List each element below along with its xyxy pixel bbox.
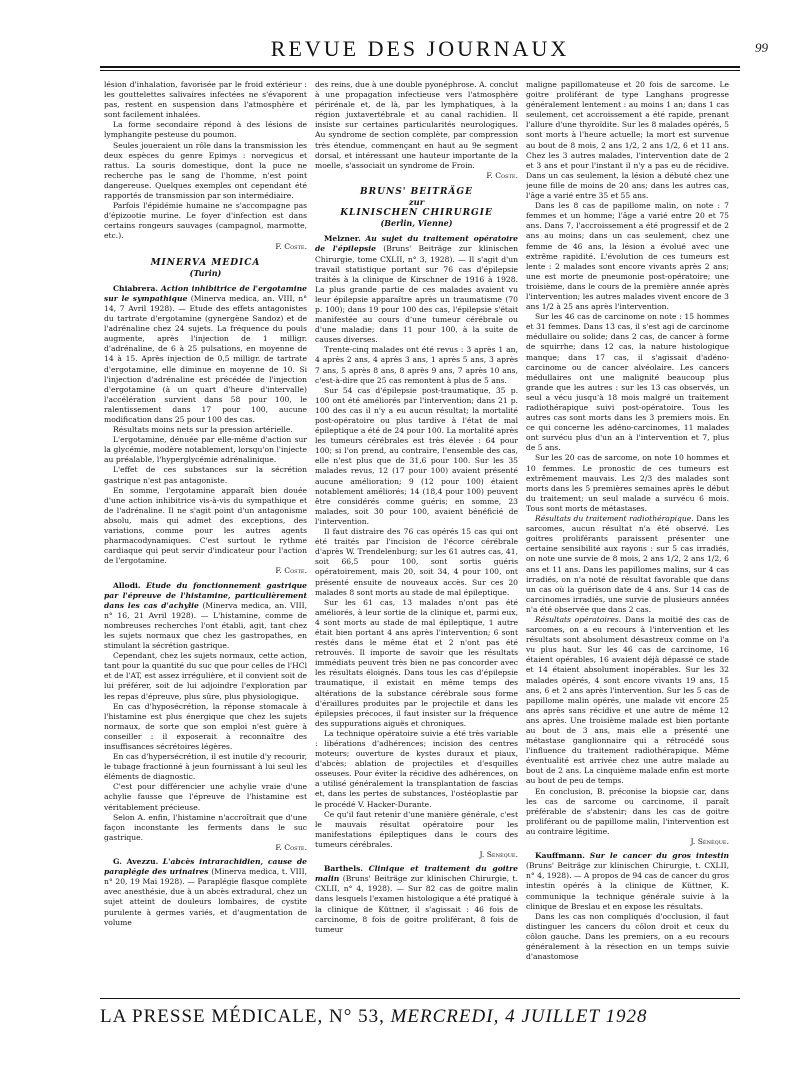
paragraph: Sur les 46 cas de carcinome on note : 15 hommes et 31 femmes. Dans 13 cas, il s'est agi de carcinome médullaire ou solide; dans 2 cas, de cancer à forme de squirrhe; dans 12 cas, la nature histologique manque; dans 17 cas, il s'agissait d'adéno-carcinome ou de cancer alvéolaire. Les cancers médullaires ont une malignité beaucoup plus grande que les autres : sur les 13 cas observés, un seul a vécu jusqu'à 18 mois malgré un traitement radiothérapique suivi post-opératoire. Tous les autres cas sont morts dans les 3 premiers mois. En ce qui concerne les adéno-carcinomes, 11 malades ont survécu plus d'un an à l'intervention et 7, plus de 5 ans. (526, 312, 729, 453)
section-city: (Berlin, Vienne) (380, 218, 453, 229)
paragraph: L'effet de ces substances sur la sécrétion gastrique n'est pas antagoniste. (104, 465, 307, 485)
article-author: Allodi. (113, 580, 141, 590)
column-1 (104, 80, 307, 992)
article-author: Melzner. (324, 234, 361, 244)
section-title-zur: zur (408, 197, 425, 208)
section-title: KLINISCHEN CHIRURGIE (340, 208, 493, 219)
column-3 (526, 80, 729, 992)
results-radiotherapy (526, 514, 729, 615)
article-body: (Minerva medica, an. VIII, n° 16, 21 Avril 1928). — L'histamine, comme de nombreuses recherches l'ont établi, agit, tant chez les sujets normaux que chez les gastropathes, en stimulant la sécrétion gastrique. (104, 600, 307, 651)
footer-journal: LA PRESSE MÉDICALE, N° 53, (100, 1006, 385, 1027)
paragraph: En conclusion, B. préconise la biopsie car, dans les cas de sarcome ou carcinome, il paraît préférable de s'abstenir; dans les cas de goitre proliférant ou de papillome malin, l'intervention est au contraire légitime. (526, 786, 729, 836)
article-title: Action inhibitrice de l'ergotamine sur le sympathique (104, 283, 307, 303)
article-title: Clinique et traitement du goitre malin (315, 864, 518, 884)
article-chiabrera (104, 284, 307, 425)
section-city: (Turin) (189, 267, 222, 278)
paragraph: Parfois l'épidémie humaine ne s'accompagne pas d'épizootie murine. Le foyer d'infection est dans certains rongeurs sauvages (campagnol, marmotte, etc.). (104, 201, 307, 241)
header-rule (100, 66, 740, 68)
paragraph: En somme, l'ergotamine apparaît bien douée d'une action inhibitrice vis-à-vis du sympathique et de l'adrénaline. Il ne s'agit point d'un antagonisme absolu, mais qui admet des exceptions, des variations, comme pour les autres agents pharmacodynamiques. C'est surtout le rythme cardiaque qui peut servir d'indicateur pour l'action de l'ergotamine. (104, 485, 307, 566)
section-title: MINERVA MEDICA (150, 257, 261, 268)
page-footer (100, 1006, 740, 1028)
results-operative (526, 615, 729, 787)
signature: J. Sénèque. (479, 850, 518, 860)
article-author: Barthels. (324, 864, 364, 874)
article-author: Chiabrera. (113, 283, 159, 293)
paragraph: Ce qu'il faut retenir d'une manière générale, c'est le mauvais résultat opératoire pour les manifestations épileptiques dans le cours des tumeurs cérébrales. (315, 809, 518, 849)
paragraph: Dans les cas non compliqués d'occlusion, il faut distinguer les cancers du côlon droit et ceux du côlon gauche. Dans les premiers, on a eu recours généralement à la résection en un temps suivie d'anastomose (526, 911, 729, 962)
header-rule-thin (100, 70, 740, 71)
article-body: (Bruns' Beiträge zur klinischen Chirurgie, t. CXLII, n° 4, 1928). — A propos de 94 cas de cancer du gros intestin opérés à la clinique de Küttner, K. communique la technique générale suivie à la clinique de Breslau et en expose les résultats. (526, 861, 729, 911)
paragraph-body: Dans la moitié des cas de sarcomes, on a eu recours à l'intervention et les résultats sont absolument désastreux comme on l'a vu plus haut. Sur les 46 cas de carcinome, 16 étaient opérables, 16 avaient déjà dépassé ce stade et 14 étaient absolument inopérables. Sur les 32 malades opérés, 4 sont encore vivants 19 ans, 15 ans, 6 et 2 ans après l'intervention. Sur les 5 cas de papillome malin opérés, une malade vit encore 25 ans après sans récidive et une autre de même 12 ans après. Une troisième malade est bien portante au bout de 3 ans, mais elle a présenté une métastase ganglionnaire qui a rétrocédé sous l'influence du traitement radiothérapique. Même éventualité est arrivée chez une autre malade au bout de 2 ans. La cinquième malade enfin est morte au bout de peu de temps. (526, 614, 729, 786)
footer-rule (100, 998, 740, 999)
subheading: Résultats du traitement radiothérapique. (535, 514, 694, 524)
page-header (100, 30, 768, 64)
signature: F. Coste. (275, 566, 307, 576)
article-melzner (315, 234, 518, 345)
paragraph: Cependant, chez les sujets normaux, cette action, tant pour la quantité du suc que pour celles de l'HCl et de l'AT, est assez irrégulière, et il convient soit de lui préférer, soit de lui adjoindre l'exploration par les repas d'épreuve, plus sûre, plus physiologique. (104, 651, 307, 701)
paragraph: En cas d'hyposécrétion, la réponse stomacale à l'histamine est plus énergique que chez les sujets normaux, de sorte que son emploi n'est guère à conseiller : il exposerait à reconnaître des insuffisances sécrétoires légères. (104, 701, 307, 751)
article-allodi (104, 581, 307, 652)
article-title: Sur le cancer du gros intestin (589, 851, 729, 861)
signature: J. Sénèque. (690, 837, 729, 847)
signature: F. Coste. (275, 842, 307, 852)
paragraph: C'est pour différencier une achylie vraie d'une achylie fausse que l'épreuve de l'histamine est véritablement précieuse. (104, 782, 307, 812)
paragraph: L'ergotamine, dénuée par elle-même d'action sur la glycémie, modère notablement, lorsqu'on l'injecte au préalable, l'hyperglycémie adrénalinique. (104, 435, 307, 465)
article-title: L'abcès intrarachidien, cause de paraplégie des urinaires (104, 857, 307, 877)
article-body: (Minerva medica, an. VIII, n° 14, 7 Avril 1928). — Etude des effets antagonistes du tartrate d'ergotamine (gynergène Sandoz) et de l'adrénaline chez 24 sujets. La fréquence du pouls augmente, après l'injection de 1 milligr. d'adrénaline, de 6 à 25 pulsations, en moyenne de 14 à 15. Après injection de 0,5 milligr. de tartrate d'ergotamine, elle diminue en moyenne de 10. Si l'injection d'adrénaline est précédée de l'injection d'ergotamine (à un quart d'heure d'intervalle) l'accélération survient dans 58 pour 100, le ralentissement dans 17 pour 100, aucune modification dans 25 pour 100 des cas. (104, 293, 307, 424)
paragraph: La technique opératoire suivie a été très variable : libérations d'adhérences; incision des centres moteurs; ouverture de kystes duraux et piaux, d'abcès; ablation de projectiles et d'esquilles osseuses. Pour éviter la récidive des adhérences, on a utilisé généralement la transplantation de fascias et, dans les pertes de substances, l'ostéoplastie par le procédé V. Hacker-Durante. (315, 728, 518, 809)
section-title: BRUNS' BEITRÄGE (360, 186, 473, 197)
signature: F. Coste. (275, 241, 307, 251)
column-2 (315, 80, 518, 992)
paragraph: Sur les 61 cas, 13 malades n'ont pas été améliorés, à leur sortie de la clinique et, parmi eux, 4 sont morts au stade de mal épileptique, 1 autre était bien portant 4 ans après l'intervention; 6 sont restés dans le même état et 2 n'ont pas été retrouvés. Il importe de savoir que les résultats immédiats peuvent très bien ne pas concorder avec les résultats éloignés. Dans tous les cas d'épilepsie traumatique, il existait en même temps des altérations de la substance cérébrale sous forme d'éraillures produites par le projectile et dans les épilepsies précoces, il faut insister sur la fréquence des suppurations aiguës et chroniques. (315, 597, 518, 728)
paragraph: lésion d'inhalation, favorisée par le froid extérieur : les gouttelettes salivaires infectées ne s'évaporent pas, restent en suspension dans l'atmosphère et sont facilement inhalées. (104, 80, 307, 120)
page-number: 99 (755, 40, 768, 55)
journal-section-title: REVUE DES JOURNAUX (270, 36, 570, 61)
paragraph: Sur 54 cas d'épilepsie post-traumatique, 35 p. 100 ont été améliorés par l'intervention; dans 21 p. 100 des cas il n'y a eu aucun résultat; la mortalité post-opératoire ou plus tardive à l'état de mal épileptique a été de 24 pour 100. La mortalité après les tumeurs cérébrales est très élevée : 64 pour 100; si l'on prend, au contraire, l'ensemble des cas, elle n'est plus que de 31,6 pour 100. Sur les 35 malades revus, 12 (17 pour 100) avaient présenté aucune amélioration; 9 (12 pour 100) étaient notablement améliorés; 14 (18,4 pour 100) peuvent être considérés comme guéris; en somme, 23 malades, soit 30 pour 100, avaient bénéficié de l'intervention. (315, 385, 518, 526)
article-body: (Bruns' Beiträge zur klinischen Chirurgie, tome CXLII, n° 3, 1928). — Il s'agit d'un travail statistique portant sur 76 cas d'épilepsie traités à la clinique de Kirschner de 1916 à 1928. La plus grande partie de ces malades avaient vu leur épilepsie apparaître après un traumatisme (70 p. 100); dans 19 pour 100 des cas, l'épilepsie s'était manifestée au cours d'une tumeur cérébrale ou d'une maladie; dans 11 pour 100, à la suite de causes diverses. (315, 244, 518, 345)
paragraph: Dans les 8 cas de papillome malin, on note : 7 femmes et un homme; l'âge a varié entre 20 et 75 ans. Dans 7, l'accroissement a été progressif et de 2 ans au moins; dans un cas seulement, chez une femme de 46 ans, la lésion a évolué avec une extrême rapidité. L'évolution de ces tumeurs est lente : 2 malades sont encore vivants après 2 ans; une est morte de pneumonie post-opératoire; une troisième, dans le cours de la première année après l'intervention; les autres malades vivent encore de 3 ans 1/2 à 25 ans après l'intervention. (526, 201, 729, 312)
footer-date: MERCREDI, 4 JUILLET 1928 (390, 1006, 648, 1027)
paragraph: Il faut distraire des 76 cas opérés 15 cas qui ont été traités par l'incision de l'écorce cérébrale d'après W. Trendelenburg; sur les 61 autres cas, 41, soit 66,5 pour 100, sont sortis guéris opératoirement, mais 20, soit 34, 4 pour 100, ont présenté ensuite de nouveaux accès. Sur ces 20 malades 8 sont morts au stade de mal épileptique. (315, 527, 518, 597)
article-kauffmann (526, 851, 729, 912)
article-avezzu (104, 857, 307, 928)
article-author: Kauffmann. (535, 851, 585, 861)
subheading: Résultats opératoires. (535, 614, 622, 624)
article-title: Etude du fonctionnement gastrique par l'épreuve de l'histamine, particulièrement dans les cas d'achylie (104, 580, 307, 610)
paragraph: La forme secondaire répond à des lésions de lymphangite pesteuse du poumon. (104, 120, 307, 140)
paragraph: En cas d'hypersécrétion, il est inutile d'y recourir, le tubage fractionné à jeun fournissant à lui seul les éléments de diagnostic. (104, 752, 307, 782)
article-author: G. Avezzu. (113, 857, 159, 867)
paragraph: maligne papillomateuse et 20 fois de sarcome. Le goitre proliférant de type Langhans progresse généralement lentement : au moins 1 an; dans 1 cas seulement, cet accroissement a été rapide, prenant l'allure d'une thyroïdite. Sur les 8 malades opérés, 5 sont morts à l'heure actuelle; la mort est survenue au bout de 8 mois, 2 ans 1/2, 2 ans 1/2, 6 et 11 ans. Chez les 3 autres malades, l'intervention date de 2 et 3 ans et pour l'instant il n'y a pas eu de récidive. Dans un cas seulement, la lésion a débuté chez une jeune fille de moins de 20 ans; dans les autres cas, l'âge a varié entre 35 et 55 ans. (526, 80, 729, 201)
article-body: (Bruns' Beiträge zur klinischen Chirurgie, t. CXLII, n° 4, 1928). — Sur 82 cas de goitre malin dans lesquels l'examen histologique a été pratiqué à la clinique de Küttner, il s'agissait : 46 fois de carcinome, 8 fois de goitre proliférant, 8 fois de tumeur (315, 874, 518, 934)
paragraph: Trente-cinq malades ont été revus : 3 après 1 an, 4 après 2 ans, 4 après 3 ans, 1 après 5 ans, 3 après 7 ans, 5 après 8 ans, 8 après 9 ans, 7 après 10 ans, c'est-à-dire que 25 cas remontent à plus de 5 ans. (315, 345, 518, 385)
paragraph: des reins, due à une double pyonéphrose. A. conclut à une propagation infectieuse vers l'atmosphère périrénale et, de là, par les lymphatiques, à la région juxtavertébrale et au canal rachidien. Il insiste sur certaines particularités neurologiques. Au syndrome de section complète, par compression très étendue, commençant en haut au 9e segment dorsal, et intéressant une hauteur importante de la moelle, s'associait un syndrome de Froin. (315, 80, 518, 170)
paragraph: Résultats moins nets sur la pression artérielle. (113, 425, 293, 435)
paragraph-body: Dans les sarcomes, aucun résultat n'a été observé. Les goitres proliférants paraissent présenter une certaine sensibilité aux rayons : sur 5 cas irradiés, on note une survie de 8 mois, 2 ans 1/2, 2 ans 1/2, 6 ans et 11 ans. Dans les papillomes malins, sur 4 cas irradiés, on n'a noté de résultat favorable que dans un cas où la guérison date de 4 ans. Sur 14 cas de carcinomes irradiés, une survie de plusieurs années n'a été observée que dans 2 cas. (526, 514, 729, 614)
paragraph: Seules joueraient un rôle dans la transmission les deux espèces du genre Epimys : norvegicus et rattus. La souris domestique, dont la puce ne recherche pas le sang de l'homme, n'est point dangereuse. Quelques exemples ont cependant été rapportés de transmission par son intermédiaire. (104, 140, 307, 201)
article-barthels (315, 864, 518, 935)
article-title: Au sujet du traitement opératoire de l'épilepsie (315, 234, 518, 254)
paragraph: Selon A. enfin, l'histamine n'accroîtrait que d'une façon inconstante les ferments dans le suc gastrique. (104, 812, 307, 842)
signature: F. Coste. (486, 170, 518, 180)
paragraph: Sur les 20 cas de sarcome, on note 10 hommes et 10 femmes. Le pronostic de ces tumeurs est extrêmement mauvais. Les 2/3 des malades sont morts dans les 5 premières semaines après le début du traitement; un seul malade a survécu 6 mois. Tous sont morts de métastases. (526, 453, 729, 513)
article-body: (Minerva medica, t. VIII, n° 20, 19 Mai 1928). — Paraplégie flasque complète avec anesthésie, due à un abcès extradural, chez un sujet atteint de douleurs lombaires, de cystite purulente à germes variés, et d'augmentation de volume (104, 867, 307, 927)
